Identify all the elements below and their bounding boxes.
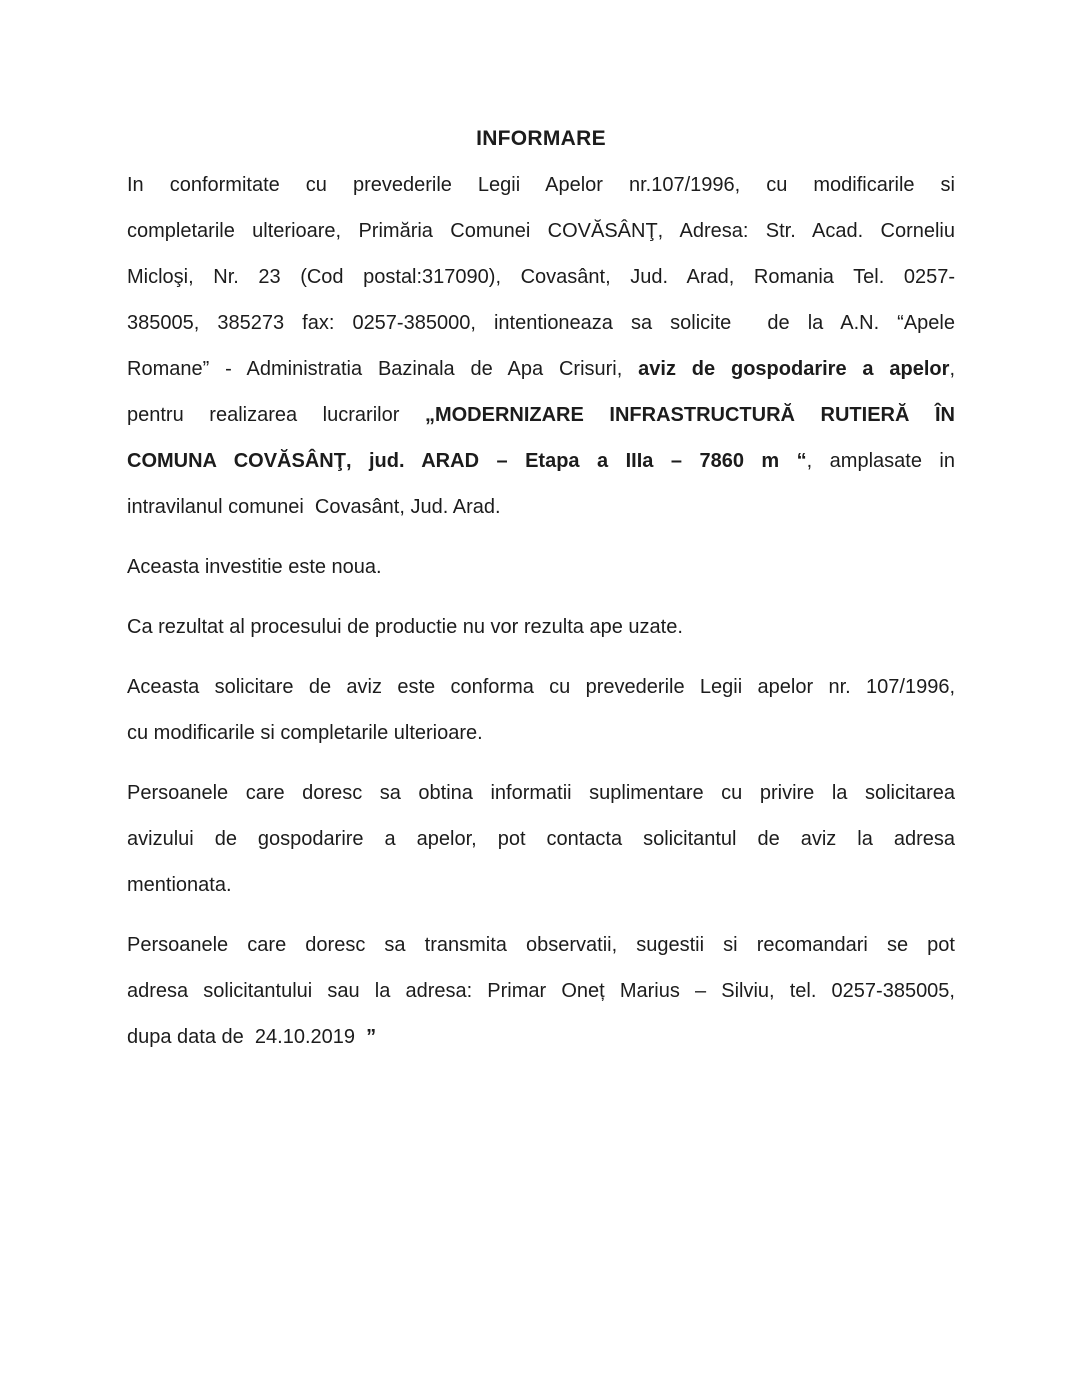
text-line <box>127 770 955 816</box>
text-segment: , <box>949 358 955 380</box>
text-line <box>127 862 955 908</box>
document-title: INFORMARE <box>476 127 606 150</box>
text-line <box>127 604 955 650</box>
text-line <box>127 484 955 530</box>
text-line <box>127 968 955 1014</box>
text-line <box>127 1014 955 1060</box>
text-segment: pentru realizarea lucrarilor <box>127 404 425 426</box>
text-segment: mentionata. <box>127 874 232 896</box>
text-segment-bold: aviz de gospodarire a apelor <box>638 358 950 380</box>
text-line <box>127 300 955 346</box>
text-line <box>127 392 955 438</box>
text-segment: Romane” - Administratia Bazinala de Apa Crisuri, <box>127 358 639 380</box>
text-segment-bold: COMUNA COVĂSÂNŢ, jud. ARAD – Etapa a IIIa – 7860 m “ <box>127 450 807 472</box>
text-line <box>127 922 955 968</box>
paragraph <box>127 664 955 756</box>
text-segment: dupa data de 24.10.2019 <box>127 1026 367 1048</box>
text-segment: 385005, 385273 fax: 0257-385000, intentioneaza sa solicite de la A.N. “Apele <box>127 312 955 334</box>
text-line <box>127 208 955 254</box>
text-line <box>127 162 955 208</box>
text-segment: adresa solicitantului sau la adresa: Primar Oneț Marius – Silviu, tel. 0257-385005, <box>127 980 955 1002</box>
text-line <box>127 710 955 756</box>
paragraph <box>127 544 955 590</box>
paragraph <box>127 770 955 908</box>
text-segment: cu modificarile si completarile ulterioare. <box>127 722 483 744</box>
text-segment: Aceasta solicitare de aviz este conforma cu prevederile Legii apelor nr. 107/1996, <box>127 676 955 698</box>
text-segment: Aceasta investitie este noua. <box>127 556 382 578</box>
text-segment: Micloşi, Nr. 23 (Cod postal:317090), Covasânt, Jud. Arad, Romania Tel. 0257- <box>127 266 955 288</box>
text-segment: intravilanul comunei Covasânt, Jud. Arad. <box>127 496 501 518</box>
text-segment: Persoanele care doresc sa transmita observatii, sugestii si recomandari se pot <box>127 934 955 956</box>
paragraph <box>127 162 955 530</box>
text-segment: In conformitate cu prevederile Legii Apelor nr.107/1996, cu modificarile si <box>127 174 955 196</box>
text-line <box>127 438 955 484</box>
text-segment: , amplasate in <box>806 450 955 472</box>
text-segment-bold: ” <box>366 1026 377 1048</box>
text-segment: avizului de gospodarire a apelor, pot contacta solicitantul de aviz la adresa <box>127 828 955 850</box>
text-segment-bold: „MODERNIZARE INFRASTRUCTURĂ RUTIERĂ ÎN <box>424 404 955 426</box>
text-segment: completarile ulterioare, Primăria Comunei COVĂSÂNŢ, Adresa: Str. Acad. Corneliu <box>127 220 955 242</box>
text-line <box>127 346 955 392</box>
paragraph <box>127 922 955 1060</box>
text-line <box>127 816 955 862</box>
text-line <box>127 544 955 590</box>
text-line <box>127 664 955 710</box>
document-body <box>127 162 955 1060</box>
paragraph <box>127 604 955 650</box>
text-segment: Persoanele care doresc sa obtina informatii suplimentare cu privire la solicitarea <box>127 782 955 804</box>
text-segment: Ca rezultat al procesului de productie nu vor rezulta ape uzate. <box>127 616 683 638</box>
text-line <box>127 254 955 300</box>
